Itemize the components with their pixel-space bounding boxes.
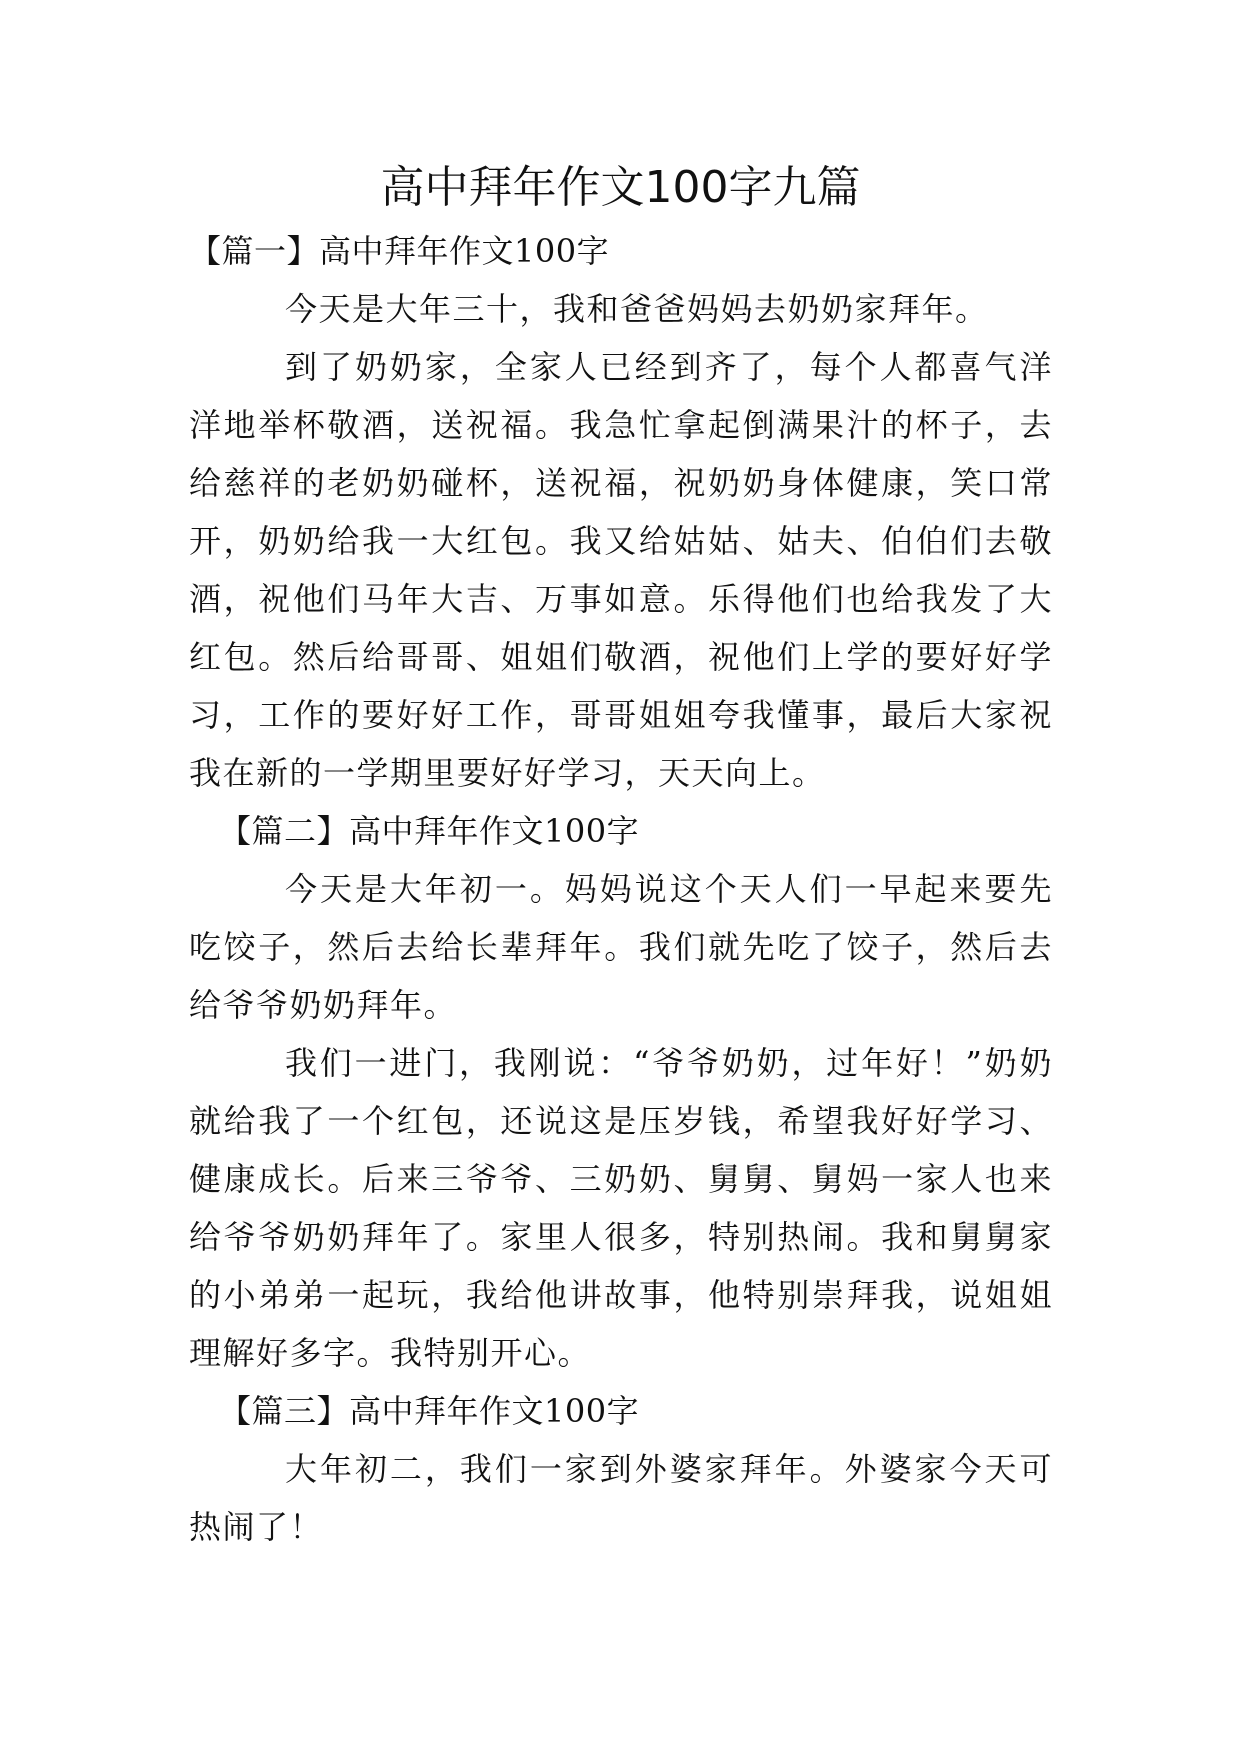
document-body xyxy=(189,222,1053,1556)
paragraph: 大年初二，我们一家到外婆家拜年。外婆家今天可热闹了！ xyxy=(189,1450,1053,1546)
section-heading: 【篇二】高中拜年作文100字 xyxy=(219,812,640,850)
section-2 xyxy=(189,802,1053,1382)
paragraph: 今天是大年三十，我和爸爸妈妈去奶奶家拜年。 xyxy=(285,290,989,328)
section-3 xyxy=(189,1382,1053,1556)
section-1 xyxy=(189,222,1053,802)
document-title: 高中拜年作文100字九篇 xyxy=(380,162,861,213)
section-heading: 【篇三】高中拜年作文100字 xyxy=(219,1392,640,1430)
section-heading: 【篇一】高中拜年作文100字 xyxy=(189,232,610,270)
paragraph: 我们一进门，我刚说：“爷爷奶奶，过年好！”奶奶就给我了一个红包，还说这是压岁钱，希望我好好学习、健康成长。后来三爷爷、三奶奶、舅舅、舅妈一家人也来给爷爷奶奶拜年了。家里人很多，特别热闹。我和舅舅家的小弟弟一起玩，我给他讲故事，他特别崇拜我，说姐姐理解好多字。我特别开心。 xyxy=(189,1044,1053,1372)
paragraph: 今天是大年初一。妈妈说这个天人们一早起来要先吃饺子，然后去给长辈拜年。我们就先吃了饺子，然后去给爷爷奶奶拜年。 xyxy=(189,870,1053,1024)
paragraph: 到了奶奶家，全家人已经到齐了，每个人都喜气洋洋地举杯敬酒，送祝福。我急忙拿起倒满果汁的杯子，去给慈祥的老奶奶碰杯，送祝福，祝奶奶身体健康，笑口常开，奶奶给我一大红包。我又给姑姑、姑夫、伯伯们去敬酒，祝他们马年大吉、万事如意。乐得他们也给我发了大红包。然后给哥哥、姐姐们敬酒，祝他们上学的要好好学习，工作的要好好工作，哥哥姐姐夸我懂事，最后大家祝我在新的一学期里要好好学习，天天向上。 xyxy=(189,348,1053,792)
